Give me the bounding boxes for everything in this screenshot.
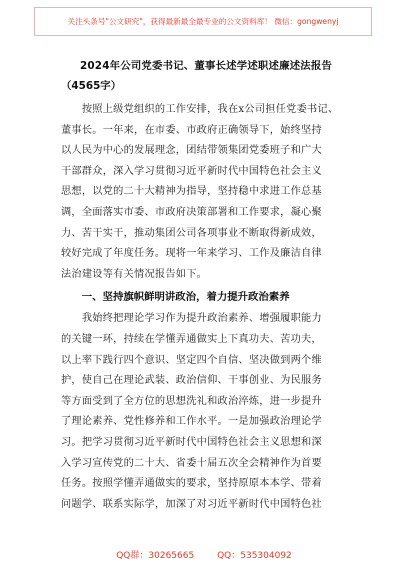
text-line: 等方面受到了全方位的思想洗礼和政治淬炼，进一步提升 bbox=[61, 395, 322, 407]
text-line: 以上率下践行四个意识、坚定四个自信、坚决做到两个维 bbox=[61, 354, 322, 366]
paragraph-section-one bbox=[61, 309, 351, 515]
promo-banner-text: 关注头条号"公文研究"，获得最新最全最专业的公文资料库！ 微信：gongwenyj bbox=[67, 17, 339, 26]
qq-group-number: QQ群：30265665 bbox=[116, 551, 195, 561]
document-title: 2024年公司党委书记、董事长述学述职述廉述法报告 bbox=[79, 60, 333, 72]
promo-banner bbox=[34, 7, 372, 36]
text-line: 的关键一环，持续在学懂弄通做实上下真功夫、苦功夫， bbox=[61, 333, 322, 345]
text-line: 入学习宣传党的二十大、省委十届五次全会精神作为首要 bbox=[61, 457, 322, 469]
qq-number: QQ：535304092 bbox=[217, 551, 292, 561]
text-line: 调，全面落实市委、市政府决策部署和工作要求，凝心聚 bbox=[61, 206, 322, 218]
document-word-count: （4565字） bbox=[61, 80, 122, 92]
text-line: 以人民为中心的发展理念，团结带领集团党委班子和广大 bbox=[61, 145, 322, 157]
text-line: 护，使自己在理论武装、政治信仰、干事创业、为民服务 bbox=[61, 375, 322, 387]
paragraph-intro bbox=[61, 100, 351, 285]
text-line: 习。把学习贯彻习近平新时代中国特色社会主义思想和深 bbox=[61, 436, 322, 448]
document-body bbox=[61, 56, 351, 515]
text-line: 法治建设等有关情况报告如下。 bbox=[61, 268, 208, 280]
text-line: 按照上级党组织的工作安排，我在x公司担任党委书记、 bbox=[61, 104, 339, 115]
contact-footer bbox=[0, 548, 408, 561]
text-line: 思想，以党的二十大精神为指导，坚持稳中求进工作总基 bbox=[61, 186, 322, 198]
text-line: 干部群众，深入学习贯彻习近平新时代中国特色社会主义 bbox=[61, 165, 322, 177]
section-heading: 一、坚持旗帜鲜明讲政治，着力提升政治素养 bbox=[61, 291, 290, 304]
text-line: 力、苦干实干，推动集团公司各项事业不断取得新成效， bbox=[61, 227, 322, 239]
text-line: 了理论素养、党性修养和工作水平。一是加强政治理论学 bbox=[61, 416, 322, 428]
text-line: 任务。按照学懂弄通做实的要求，坚持原原本本学、带着 bbox=[61, 478, 322, 490]
text-line: 董事长。一年来，在市委、市政府正确领导下，始终坚持 bbox=[61, 124, 322, 136]
text-line: 较好完成了年度任务。现将一年来学习、工作及廉洁自律 bbox=[61, 248, 322, 260]
text-line: 我始终把理论学习作为提升政治素养、增强履职能力 bbox=[61, 313, 322, 325]
text-line: 问题学、联系实际学，加深了对习近平新时代中国特色社 bbox=[61, 498, 322, 510]
